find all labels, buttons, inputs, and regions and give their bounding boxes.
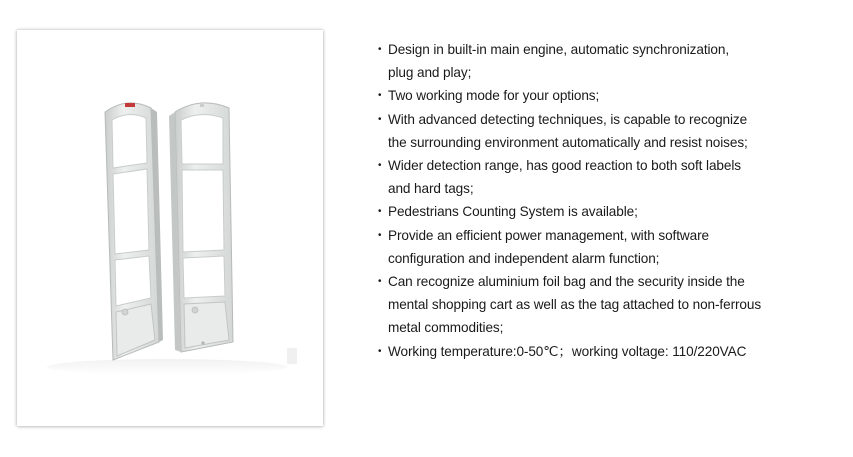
bullet-icon: • [378, 113, 382, 125]
feature-line: Pedestrians Counting System is available; [388, 204, 638, 220]
feature-line: Design in built-in main engine, automatic synchronization, [388, 42, 730, 57]
bullet-icon: • [378, 345, 382, 357]
feature-line: plug and play; [388, 65, 472, 81]
bullet-icon: • [378, 229, 382, 241]
feature-line: configuration and independent alarm function; [388, 250, 660, 266]
bullet-icon: • [378, 206, 382, 218]
bullet-icon: • [378, 276, 382, 288]
feature-line: and hard tags; [388, 181, 474, 197]
feature-line: Wider detection range, has good reaction to both soft labels [388, 158, 741, 174]
feature-item [378, 154, 848, 200]
feature-line: With advanced detecting techniques, is capable to recognize [388, 111, 748, 127]
feature-item [378, 84, 848, 107]
feature-item [378, 200, 848, 223]
right-antenna-pedestal [169, 103, 233, 352]
alarm-light-icon [125, 103, 135, 107]
feature-line: Working temperature:0-50℃；working voltage: 110/220VAC [388, 343, 747, 359]
feature-line: Provide an efficient power management, with software [388, 227, 709, 243]
feature-line: Can recognize aluminium foil bag and the security inside the [388, 274, 745, 290]
eas-antenna-pair-image [17, 30, 323, 426]
feature-line: the surrounding environment automatically and resist noises; [388, 134, 748, 150]
left-antenna-pedestal [105, 103, 163, 360]
bullet-icon: • [378, 160, 382, 172]
feature-item [378, 340, 848, 363]
feature-line: mental shopping cart as well as the tag attached to non-ferrous [388, 297, 762, 313]
feature-item [378, 224, 848, 270]
bullet-icon: • [378, 44, 382, 55]
feature-item [378, 38, 848, 84]
feature-list [378, 38, 848, 363]
feature-item [378, 108, 848, 154]
feature-item [378, 270, 848, 340]
product-photo [17, 30, 323, 426]
bullet-icon: • [378, 90, 382, 102]
feature-line: Two working mode for your options; [388, 88, 600, 104]
feature-line: metal commodities; [388, 320, 504, 336]
